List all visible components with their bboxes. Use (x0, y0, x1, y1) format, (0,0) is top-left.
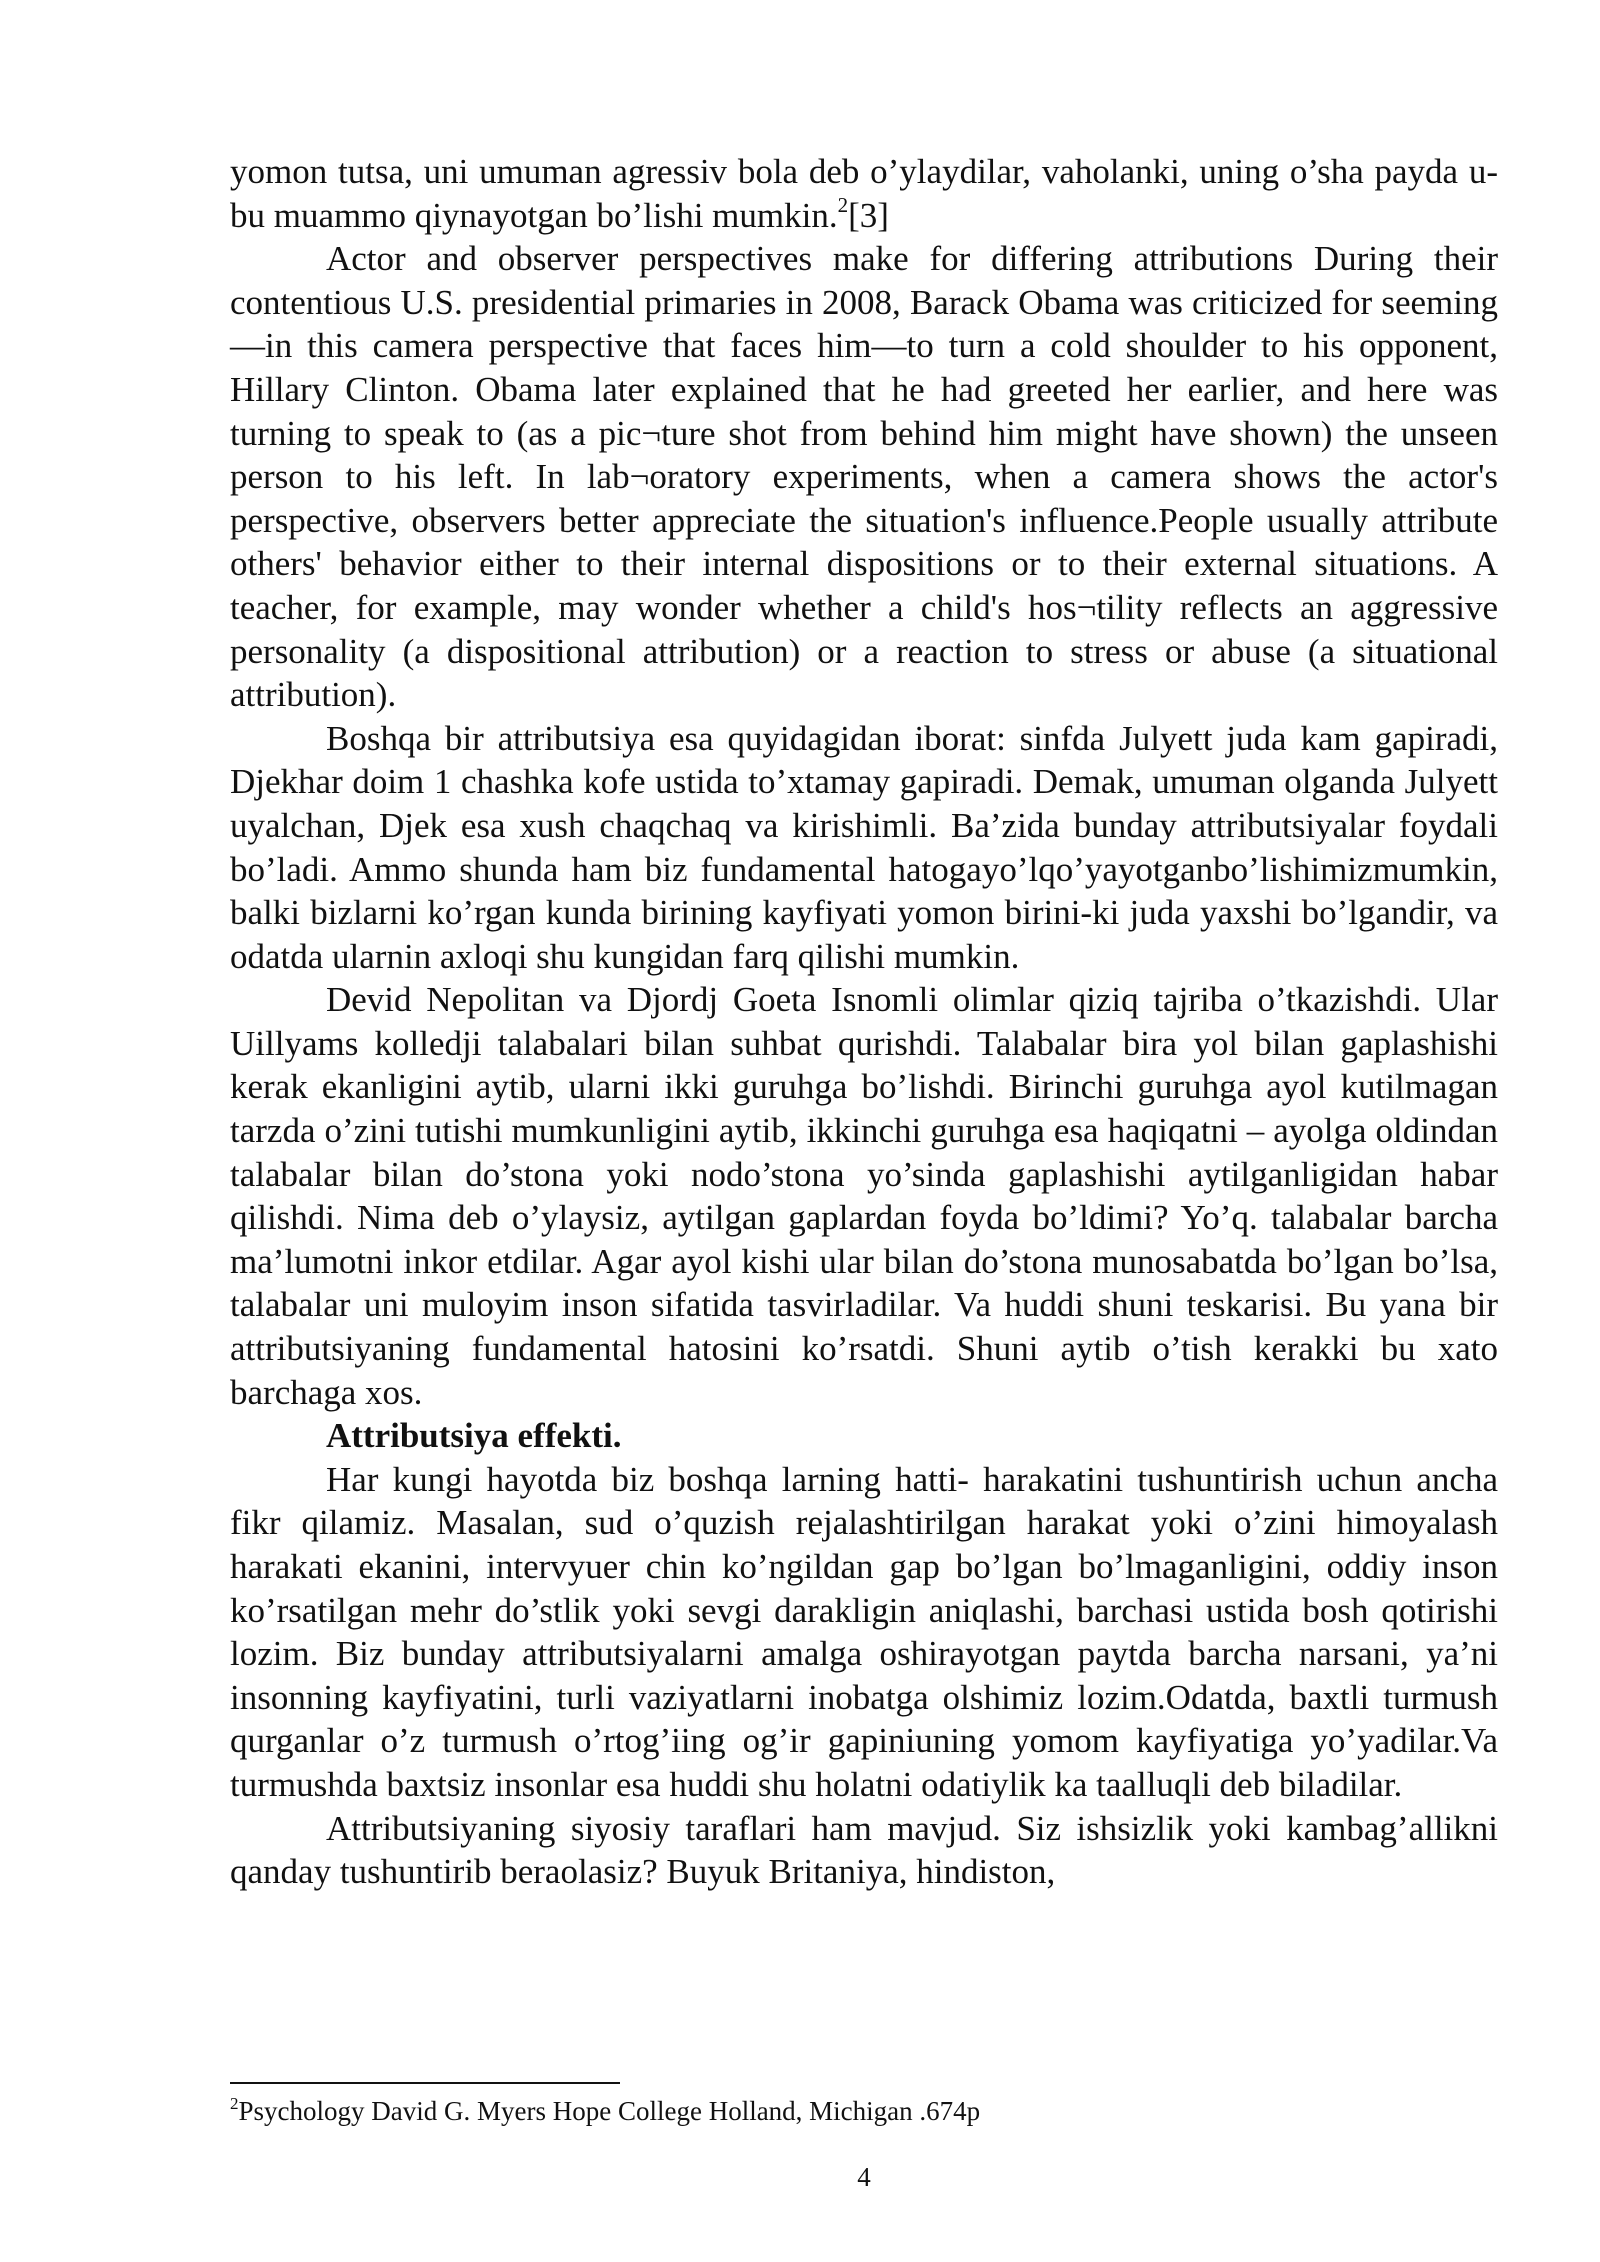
paragraph-continuation (230, 150, 1498, 237)
citation-reference: [3] (848, 195, 889, 235)
paragraph-har-kungi: Har kungi hayotda biz boshqa larning hatti- harakatini tushuntirish uchun ancha fikr qilamiz. Masalan, sud o’quzish rejalashtirilgan harakat yoki o’zini himoyalash harakati ekanini, intervyuer chin ko’ngildan gap bo’lgan bo’lmaganligini, oddiy inson ko’rsatilgan mehr do’stlik yoki sevgi darakligin aniqlashi, barchasi ustida bosh qotirishi lozim. Biz bunday attributsiyalarni amalga oshirayotgan paytda barcha narsani, ya’ni insonning kayfiyatini, turli vaziyatlarni inobatga olshimiz lozim.Odatda, baxtli turmush qurganlar o’z turmush o’rtog’iing og’ir gapiniuning yomom kayfiyatiga yo’yadilar.Va turmushda baxtsiz insonlar esa huddi shu holatni odatiylik ka taalluqli deb biladilar. (230, 1459, 1498, 1804)
footnote (230, 2094, 1498, 2128)
footnote-text: Psychology David G. Myers Hope College Holland, Michigan .674p (238, 2096, 981, 2126)
footnote-separator (230, 2082, 620, 2084)
paragraph-devid-nepolitan: Devid Nepolitan va Djordj Goeta Isnomli olimlar qiziq tajriba o’tkazishdi. Ular Uillyams kolledji talabalari bilan suhbat qurishdi. Talabalar bira yol bilan gaplashishi kerak ekanligini aytib, ularni ikki guruhga bo’lishdi. Birinchi guruhga ayol kutilmagan tarzda o’zini tutishi mumkunligini aytib, ikkinchi guruhga esa haqiqatni – ayolga oldindan talabalar bilan do’stona yoki nodo’stona yo’sinda gaplashishi aytilganligidan habar qilishdi. Nima deb o’ylaysiz, aytilgan gaplardan foyda bo’ldimi? Yo’q. talabalar barcha ma’lumotni inkor etdilar. Agar ayol kishi ular bilan do’stona munosabatda bo’lgan bo’lsa, talabalar uni muloyim inson sifatida tasvirladilar. Va huddi shuni teskarisi. Bu yana bir attributsiyaning fundamental hatosini ko’rsatdi. Shuni aytib o’tish kerakki bu xato barchaga xos. (230, 980, 1498, 1412)
paragraph-siyosiy-taraflari: Attributsiyaning siyosiy taraflari ham mavjud. Siz ishsizlik yoki kambag’allikni qanday tushuntirib beraolasiz? Buyuk Britaniya, hindiston, (230, 1808, 1498, 1892)
footnote-reference[interactable]: 2 (837, 192, 849, 217)
paragraph-text: yomon tutsa, uni umuman agressiv bola deb o’ylaydilar, vaholanki, uning o’sha payda u-bu muammo qiynayotgan bo’lishi mumkin. (230, 152, 1498, 235)
paragraph-actor-observer: Actor and observer perspectives make for differing attributions During their contentious U.S. presidential primaries in 2008, Barack Obama was criticized for seeming—in this camera perspective that faces him—to turn a cold shoulder to his opponent, Hillary Clinton. Obama later explained that he had greeted her earlier, and here was turning to speak to (as a pic¬ture shot from behind him might have shown) the unseen person to his left. In lab¬oratory experiments, when a camera shows the actor's perspective, observers better appreciate the situation's influence.People usually attribute others' behavior either to their internal dispositions or to their external situations. A teacher, for example, may wonder whether a child's hos¬tility reflects an aggressive personality (a dispositional attribution) or a reaction to stress or abuse (a situational attribution). (230, 239, 1498, 715)
body-text (230, 150, 1498, 1894)
section-heading: Attributsiya effekti. (326, 1416, 622, 1456)
page-number: 4 (857, 2162, 871, 2192)
footnote-mark: 2 (230, 2094, 239, 2113)
paragraph-boshqa-attributsiya: Boshqa bir attributsiya esa quyidagidan iborat: sinfda Julyett juda kam gapiradi, Djekhar doim 1 chashka kofe ustida to’xtamay gapiradi. Demak, umuman olganda Julyett uyalchan, Djek esa xush chaqchaq va kirishimli. Ba’zida bunday attributsiyalar foydali bo’ladi. Ammo shunda ham biz fundamental hatogayo’lqo’yayotganbo’lishimizmumkin, balki bizlarni ko’rgan kunda birining kayfiyati yomon birini-ki juda yaxshi bo’lgandir, va odatda ularnin axloqi shu kungidan farq qilishi mumkin. (230, 718, 1498, 976)
